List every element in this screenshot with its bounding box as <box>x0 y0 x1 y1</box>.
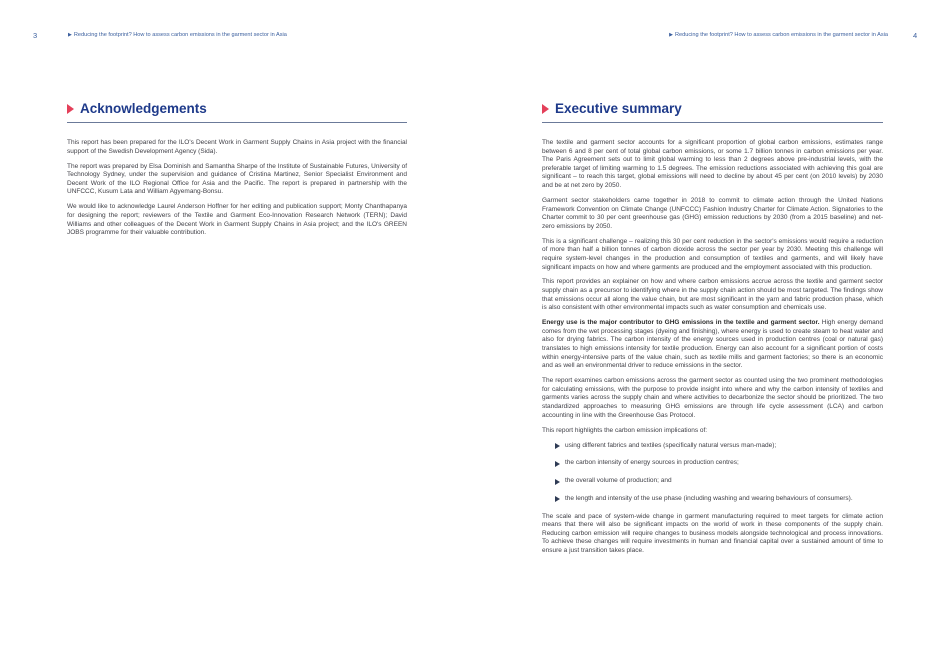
running-header-text: Reducing the footprint? How to assess carbon emissions in the garment sector in Asia <box>675 32 888 38</box>
triangle-bullet-icon <box>555 496 560 502</box>
paragraph: Garment sector stakeholders came together in 2018 to commit to climate action through the United Nations Framework Convention on Climate Change (UNFCCC) Fashion Industry Charter for Climate Action. Signatories to the Charter commit to 30 per cent greenhouse gas (GHG) emission reductions by 2030 (from a 2015 baseline) and net-zero emissions by 2050. <box>542 196 883 230</box>
triangle-bullet-icon <box>555 461 560 467</box>
highlights-intro: This report highlights the carbon emission implications of: <box>542 426 708 434</box>
section-title <box>542 101 682 116</box>
list-item <box>555 477 883 486</box>
list-item-text: the carbon intensity of energy sources in production centres; <box>565 459 739 467</box>
energy-paragraph <box>542 319 883 371</box>
highlights-list <box>542 442 883 504</box>
page-number: 3 <box>33 31 38 40</box>
list-item-text: the length and intensity of the use phase (including washing and wearing behaviours of consumers). <box>565 494 853 502</box>
paragraph: This is a significant challenge – realizing this 30 per cent reduction in the sector's emissions would require a reduction of more than half a billion tonnes of carbon dioxide across the sector per year by 2030. Meeting this challenge will require system-level changes in the production and consumption of textiles and garments, and will likely have significant impacts on how and where garments are produced and the employment associated with this production. <box>542 237 883 271</box>
running-header <box>68 32 287 38</box>
paragraph: We would like to acknowledge Laurel Anderson Hoffner for her editing and publication support; Monty Chanthapanya for designing the report; reviewers of the Textile and Garment Eco-Innovation Research Network (TERN); David Williams and other colleagues of the Decent Work in Garment Supply Chains in Asia project; and the ILO's GREEN JOBS programme for their valuable contribution. <box>67 203 407 237</box>
list-item-text: using different fabrics and textiles (specifically natural versus man-made); <box>565 441 777 449</box>
paragraph: This report has been prepared for the ILO's Decent Work in Garment Supply Chains in Asia project with the financial support of the Swedish Development Agency (Sida). <box>67 139 407 155</box>
paragraph: This report provides an explainer on how and where carbon emissions accrue across the textile and garment sector supply chain as a precursor to identifying where in the supply chain action should be most targeted. The findings show that emissions occur all along the value chain, but are most significant in the yarn and fabric production phase, which is also consistent with other environmental impacts such as water consumption and chemicals use. <box>542 278 883 312</box>
triangle-bullet-icon <box>555 443 560 449</box>
triangle-bullet-icon: ▶ <box>669 32 674 38</box>
running-header-text: Reducing the footprint? How to assess carbon emissions in the garment sector in Asia <box>73 32 287 38</box>
list-item-text: the overall volume of production; and <box>565 477 672 485</box>
list-item <box>555 459 883 468</box>
running-header <box>669 32 888 38</box>
energy-paragraph-rest: High energy demand comes from the wet processing stages (dyeing and finishing), where energy is used to create steam to heat water and also for drying fabrics. The carbon intensity of the energy sources used in production centres (coal or natural gas) translates to high emissions intensity for textile production. Energy can also account for a significant portion of costs within energy-intensive parts of the value chain, such as textile mills and garment factories; so there is an economic and as well an environmental driver to reduce emissions in the sector. <box>542 319 883 370</box>
triangle-bullet-icon <box>555 479 560 485</box>
page-number: 4 <box>913 31 918 40</box>
acknowledgements-heading: Acknowledgements <box>80 101 207 116</box>
red-triangle-icon <box>67 104 74 114</box>
acknowledgements-body <box>67 139 407 244</box>
title-divider <box>542 122 883 123</box>
list-item <box>555 442 883 451</box>
list-item <box>555 495 883 504</box>
title-divider <box>67 122 407 123</box>
red-triangle-icon <box>542 104 549 114</box>
executive-summary-heading: Executive summary <box>555 101 682 116</box>
executive-summary-body <box>542 139 883 562</box>
energy-bold-lead: Energy use is the major contributor to GHG emissions in the textile and garment sector. <box>542 319 820 327</box>
paragraph: The report was prepared by Elsa Dominish and Samantha Sharpe of the Institute of Sustainable Futures, University of Technology Sydney, under the supervision and guidance of Cristina Martinez, Senior Specialist Environment and Decent Work of the ILO Regional Office for Asia and the Pacific. The report is prepared in partnership with the UNFCCC, Kusum Lata and William Agyemang-Bonsu. <box>67 162 407 196</box>
paragraph: The report examines carbon emissions across the garment sector as counted using the two prominent methodologies for calculating emissions, with the purpose to provide insight into where and why the carbon intensity of textiles and garments varies across the supply chain and where activities to decarbonize the sector should be prioritized. The two standardized approaches to measuring GHG emissions are through life cycle assessment (LCA) and carbon accounting in line with the Greenhouse Gas Protocol. <box>542 377 883 419</box>
section-title <box>67 101 207 116</box>
paragraph: The textile and garment sector accounts for a significant proportion of global carbon emissions, estimates range between 6 and 8 per cent of total global carbon emissions, or some 1.7 billion tonnes in carbon emissions per year. The Paris Agreement sets out to limit global warming to less than 2 degrees above pre-industrial levels, with the preferable target of limiting warming to 1.5 degrees. The emission reductions associated with achieving this goal are significant – to reach this target, global emissions will need to decline by about 45 per cent (on 2010 levels) by 2030 and be at net zero by 2050. <box>542 139 883 189</box>
right-page <box>475 0 950 672</box>
triangle-bullet-icon: ▶ <box>68 32 72 38</box>
paragraph: The scale and pace of system-wide change in garment manufacturing required to meet targets for climate action means that there will also be significant impacts on the world of work in these components of the supply chain. Reducing carbon emission will require changes to business models alongside technological and process innovations. To achieve these changes will require investments in human and financial capital over a sustained amount of time to ensure a just transition takes place. <box>542 512 883 555</box>
